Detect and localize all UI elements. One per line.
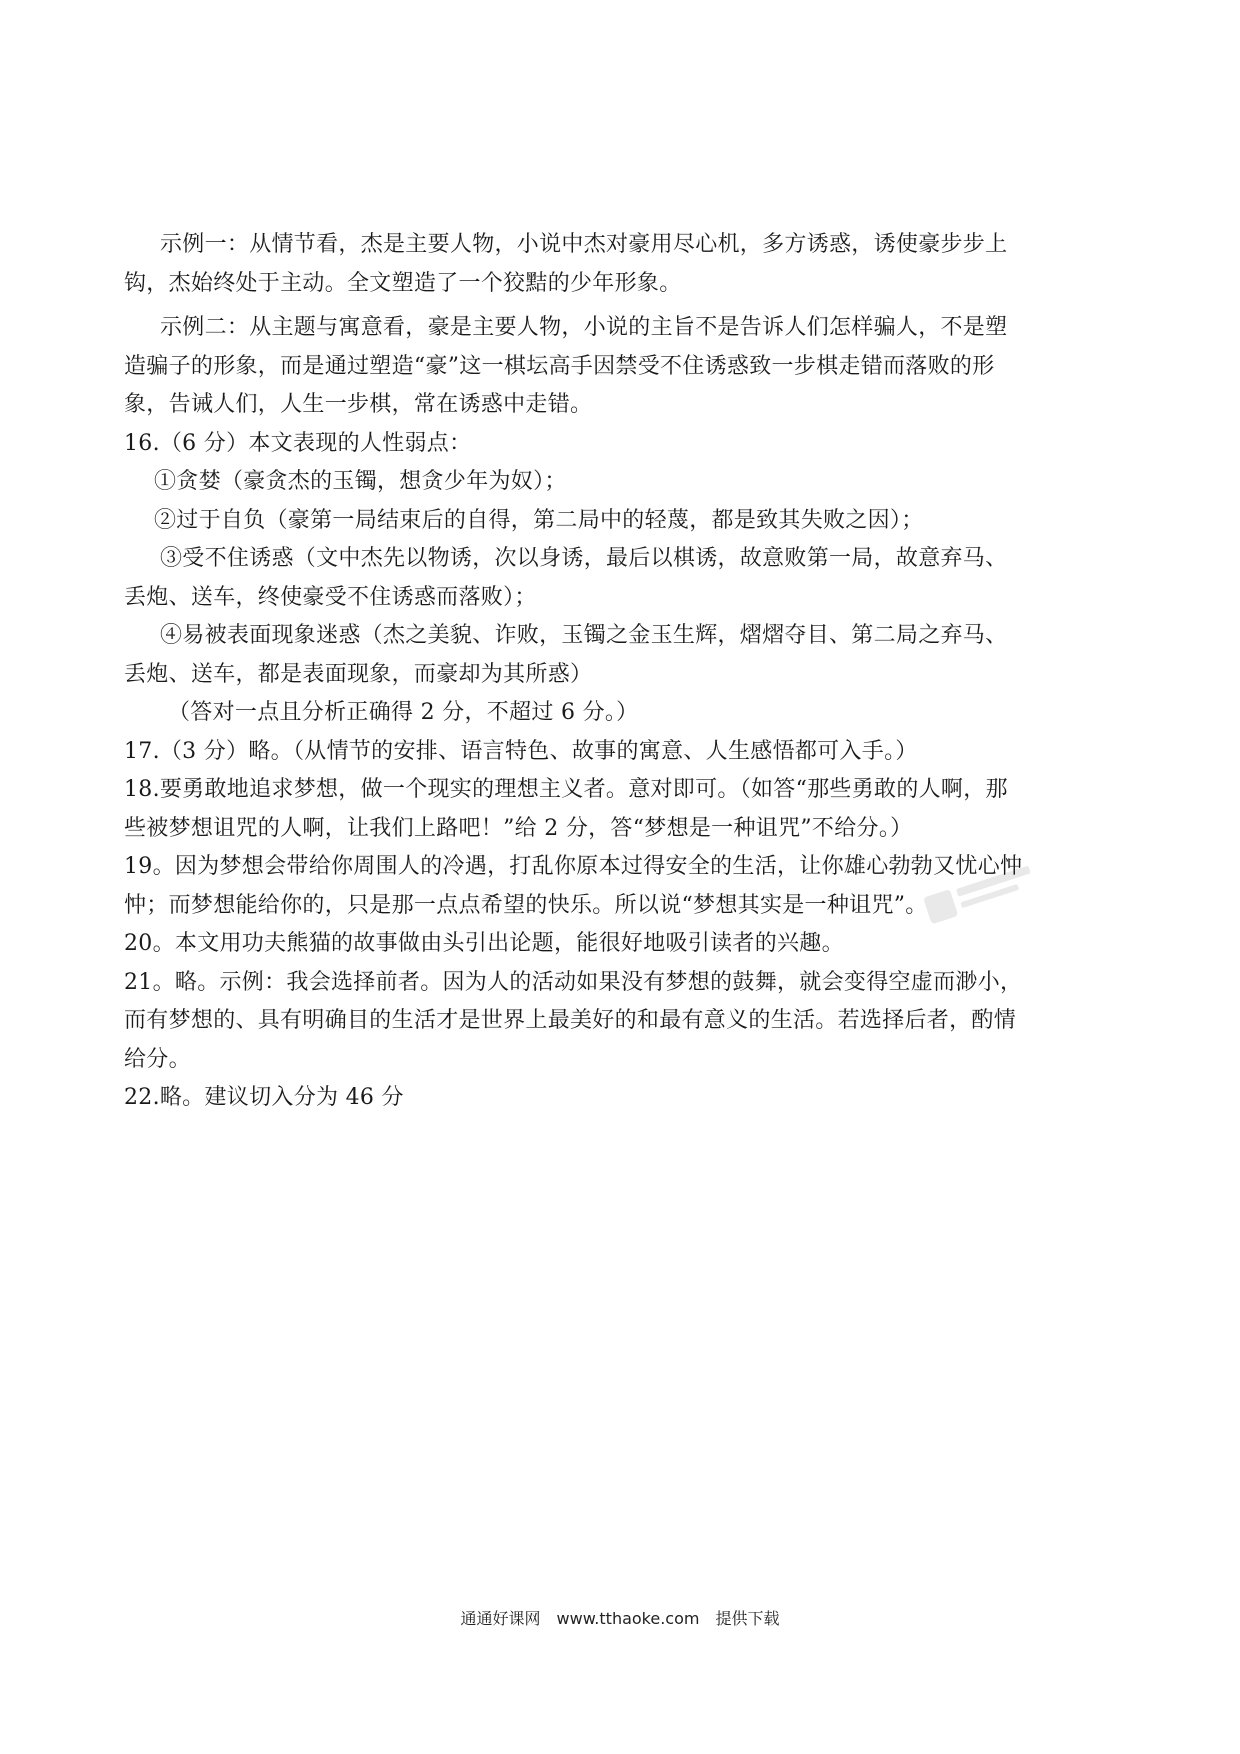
question-17-answer: 17.（3 分）略。（从情节的安排、语言特色、故事的寓意、人生感悟都可入手。） — [124, 738, 918, 764]
question-20-answer: 20。本文用功夫熊猫的故事做由头引出论题，能很好地吸引读者的兴趣。 — [124, 931, 844, 956]
question-16-point-3-line-2: 丢炮、送车，终使豪受不住诱惑而落败）； — [124, 584, 537, 610]
question-16-point-4-line-1: ④易被表面现象迷惑（杰之美貌、诈败，玉镯之金玉生辉，熠熠夺目、第二局之弃马、 — [160, 623, 1008, 648]
question-21-line-1: 21。略。示例：我会选择前者。因为人的活动如果没有梦想的鼓舞，就会变得空虚而渺小， — [124, 969, 1023, 995]
question-19-line-2: 忡；而梦想能给你的，只是那一点点希望的快乐。所以说“梦想其实是一种诅咒”。 — [124, 892, 928, 918]
question-18-line-1: 18.要勇敢地追求梦想，做一个现实的理想主义者。意对即可。（如答“那些勇敢的人啊，那 — [124, 777, 1008, 802]
example-two-line-3: 象，告诫人们，人生一步棋，常在诱惑中走错。 — [124, 392, 593, 417]
question-16-point-4-line-2: 丢炮、送车，都是表面现象，而豪却为其所惑） — [124, 661, 593, 687]
answer-key-text — [124, 226, 1023, 1118]
question-16-heading: 16.（6 分）本文表现的人性弱点： — [124, 430, 472, 456]
question-22-answer: 22.略。建议切入分为 46 分 — [124, 1085, 404, 1110]
question-21-line-2: 而有梦想的、具有明确目的生活才是世界上最美好的和最有意义的生活。若选择后者，酌情 — [124, 1008, 1017, 1033]
question-19-line-1: 19。因为梦想会带给你周围人的冷遇，打乱你原本过得安全的生活，让你雄心勃勃又忧心忡 — [124, 854, 1023, 879]
example-one-line-2: 钩，杰始终处于主动。全文塑造了一个狡黠的少年形象。 — [124, 270, 682, 296]
question-16-point-2: ②过于自负（豪第一局结束后的自得，第二局中的轻蔑，都是致其失败之因）； — [154, 507, 924, 533]
question-16-point-3-line-1: ③受不住诱惑（文中杰先以物诱，次以身诱，最后以棋诱，故意败第一局，故意弃马、 — [160, 546, 1008, 571]
example-one-line-1: 示例一：从情节看，杰是主要人物，小说中杰对豪用尽心机，多方诱惑，诱使豪步步上 — [160, 232, 1008, 257]
question-16-point-1: ①贪婪（豪贪杰的玉镯，想贪少年为奴）； — [154, 469, 567, 494]
page-footer: 通通好课网 www.tthaoke.com 提供下载 — [460, 1609, 780, 1628]
question-21-line-3: 给分。 — [124, 1046, 191, 1072]
example-two-line-2: 造骗子的形象，而是通过塑造“豪”这一棋坛高手因禁受不住诱惑致一步棋走错而落败的形 — [124, 353, 995, 379]
question-16-scoring-note: （答对一点且分析正确得 2 分，不超过 6 分。） — [168, 700, 639, 725]
example-two-line-1: 示例二：从主题与寓意看，豪是主要人物，小说的主旨不是告诉人们怎样骗人，不是塑 — [160, 315, 1008, 340]
question-18-line-2: 些被梦想诅咒的人啊，让我们上路吧！”给 2 分，答“梦想是一种诅咒”不给分。） — [124, 815, 913, 841]
